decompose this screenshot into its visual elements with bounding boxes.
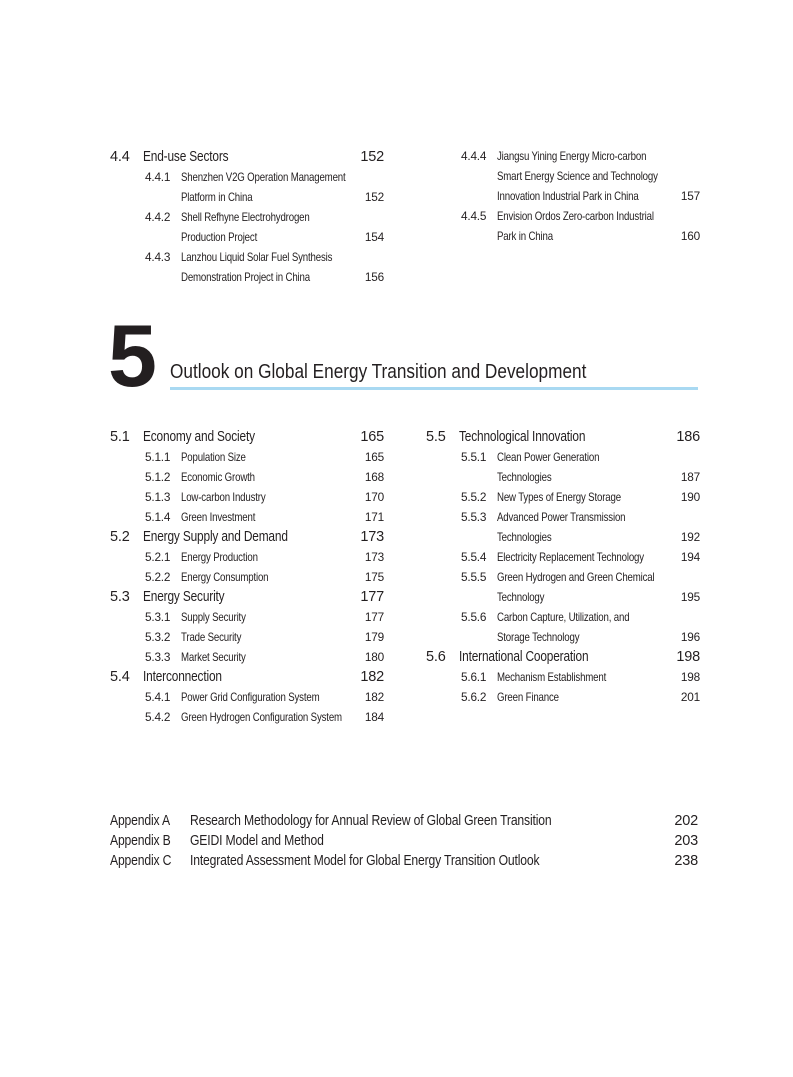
toc-entry-continuation[interactable] bbox=[426, 527, 716, 547]
toc-entry-continuation[interactable] bbox=[426, 467, 716, 487]
entry-number: 5.1.2 bbox=[145, 470, 171, 484]
entry-number: 4.4.2 bbox=[145, 210, 171, 224]
toc-section-entry[interactable] bbox=[110, 667, 400, 687]
entry-title: International Cooperation bbox=[459, 649, 589, 665]
entry-page: 201 bbox=[680, 690, 700, 704]
entry-number: 5.2.1 bbox=[145, 550, 171, 564]
toc-section-entry[interactable] bbox=[110, 587, 400, 607]
entry-title: Electricity Replacement Technology bbox=[497, 550, 644, 564]
entry-page: 179 bbox=[364, 630, 384, 644]
toc-subsection-entry[interactable] bbox=[110, 707, 400, 727]
appendix-c[interactable] bbox=[110, 851, 698, 871]
entry-title: Park in China bbox=[497, 229, 553, 243]
toc-subsection-entry[interactable] bbox=[110, 207, 400, 227]
entry-page: 190 bbox=[680, 490, 700, 504]
appendix-page: 203 bbox=[674, 833, 698, 849]
toc-subsection-entry[interactable] bbox=[426, 687, 716, 707]
entry-title: Low-carbon Industry bbox=[181, 490, 266, 504]
entry-number: 5.5.5 bbox=[461, 570, 487, 584]
entry-title: Shell Refhyne Electrohydrogen bbox=[181, 210, 310, 224]
chapter-title: Outlook on Global Energy Transition and Development bbox=[170, 360, 587, 383]
entry-title: Economic Growth bbox=[181, 470, 255, 484]
entry-title: Envision Ordos Zero-carbon Industrial bbox=[497, 209, 654, 223]
entry-number: 5.4.2 bbox=[145, 710, 171, 724]
entry-title: Mechanism Establishment bbox=[497, 670, 607, 684]
entry-number: 5.3 bbox=[110, 589, 130, 605]
entry-title: Shenzhen V2G Operation Management bbox=[181, 170, 346, 184]
entry-title: Technologies bbox=[497, 470, 552, 484]
entry-title: Supply Security bbox=[181, 610, 246, 624]
entry-title: Economy and Society bbox=[143, 429, 255, 445]
toc-subsection-entry[interactable] bbox=[110, 607, 400, 627]
toc-subsection-entry[interactable] bbox=[110, 647, 400, 667]
toc-subsection-entry[interactable] bbox=[426, 206, 716, 226]
toc-entry-continuation[interactable] bbox=[426, 166, 716, 186]
entry-number: 5.5.3 bbox=[461, 510, 487, 524]
toc-section-entry[interactable] bbox=[110, 527, 400, 547]
entry-page: 156 bbox=[364, 270, 384, 284]
entry-page: 195 bbox=[680, 590, 700, 604]
toc-subsection-entry[interactable] bbox=[110, 167, 400, 187]
entry-title: Advanced Power Transmission bbox=[497, 510, 626, 524]
entry-title: Energy Security bbox=[143, 589, 225, 605]
entry-number: 5.2 bbox=[110, 529, 130, 545]
appendix-b[interactable] bbox=[110, 831, 698, 851]
entry-title: Market Security bbox=[181, 650, 246, 664]
entry-number: 5.1.4 bbox=[145, 510, 171, 524]
appendix-title: Research Methodology for Annual Review of Global Green Transition bbox=[190, 813, 552, 829]
entry-title: Jiangsu Yining Energy Micro-carbon bbox=[497, 149, 647, 163]
appendix-title: GEIDI Model and Method bbox=[190, 833, 324, 849]
entry-page: 152 bbox=[364, 190, 384, 204]
entry-page: 173 bbox=[360, 529, 384, 545]
entry-title: Interconnection bbox=[143, 669, 222, 685]
toc-entry-continuation[interactable] bbox=[110, 227, 400, 247]
entry-number: 5.2.2 bbox=[145, 570, 171, 584]
entry-title: Platform in China bbox=[181, 190, 253, 204]
toc-subsection-entry[interactable] bbox=[426, 667, 716, 687]
entry-page: 171 bbox=[364, 510, 384, 524]
toc-subsection-entry[interactable] bbox=[110, 627, 400, 647]
entry-number: 5.6 bbox=[426, 649, 446, 665]
entry-page: 196 bbox=[680, 630, 700, 644]
entry-page: 157 bbox=[680, 189, 700, 203]
entry-page: 182 bbox=[364, 690, 384, 704]
entry-title: Clean Power Generation bbox=[497, 450, 600, 464]
chapter-number: 5 bbox=[108, 306, 155, 405]
entry-title: Population Size bbox=[181, 450, 246, 464]
toc-entry-continuation[interactable] bbox=[426, 627, 716, 647]
toc-section-entry[interactable] bbox=[110, 147, 400, 167]
entry-number: 5.5 bbox=[426, 429, 446, 445]
toc-subsection-entry[interactable] bbox=[426, 567, 716, 587]
toc-subsection-entry[interactable] bbox=[426, 507, 716, 527]
entry-title: Production Project bbox=[181, 230, 258, 244]
entry-number: 5.1.3 bbox=[145, 490, 171, 504]
entry-title: End-use Sectors bbox=[143, 149, 229, 165]
entry-title: Green Investment bbox=[181, 510, 256, 524]
toc-subsection-entry[interactable] bbox=[110, 247, 400, 267]
entry-page: 194 bbox=[680, 550, 700, 564]
entry-title: Technology bbox=[497, 590, 545, 604]
entry-number: 5.6.1 bbox=[461, 670, 487, 684]
entry-page: 180 bbox=[364, 650, 384, 664]
chapter-title-underline bbox=[170, 387, 698, 390]
appendix-label: Appendix A bbox=[110, 813, 170, 829]
entry-page: 173 bbox=[364, 550, 384, 564]
appendix-page: 238 bbox=[674, 853, 698, 869]
toc-subsection-entry[interactable] bbox=[426, 146, 716, 166]
entry-title: Smart Energy Science and Technology bbox=[497, 169, 658, 183]
entry-page: 177 bbox=[364, 610, 384, 624]
toc-subsection-entry[interactable] bbox=[426, 547, 716, 567]
entry-number: 5.4.1 bbox=[145, 690, 171, 704]
entry-title: Technological Innovation bbox=[459, 429, 586, 445]
entry-title: Green Hydrogen Configuration System bbox=[181, 710, 342, 724]
entry-page: 165 bbox=[364, 450, 384, 464]
entry-number: 5.5.1 bbox=[461, 450, 487, 464]
entry-title: New Types of Energy Storage bbox=[497, 490, 621, 504]
entry-page: 198 bbox=[680, 670, 700, 684]
appendix-a[interactable] bbox=[110, 811, 698, 831]
entry-page: 198 bbox=[676, 649, 700, 665]
toc-subsection-entry[interactable] bbox=[426, 487, 716, 507]
toc-entry-continuation[interactable] bbox=[426, 587, 716, 607]
entry-number: 5.5.2 bbox=[461, 490, 487, 504]
entry-page: 177 bbox=[360, 589, 384, 605]
entry-page: 160 bbox=[680, 229, 700, 243]
toc-subsection-entry[interactable] bbox=[110, 567, 400, 587]
entry-page: 165 bbox=[360, 429, 384, 445]
entry-title: Green Hydrogen and Green Chemical bbox=[497, 570, 655, 584]
appendix-page: 202 bbox=[674, 813, 698, 829]
toc-subsection-entry[interactable] bbox=[110, 547, 400, 567]
entry-page: 182 bbox=[360, 669, 384, 685]
toc-entry-continuation[interactable] bbox=[110, 187, 400, 207]
entry-page: 192 bbox=[680, 530, 700, 544]
entry-number: 5.5.6 bbox=[461, 610, 487, 624]
appendix-title: Integrated Assessment Model for Global Energy Transition Outlook bbox=[190, 853, 540, 869]
toc-subsection-entry[interactable] bbox=[426, 607, 716, 627]
entry-number: 4.4.4 bbox=[461, 149, 487, 163]
entry-page: 154 bbox=[364, 230, 384, 244]
entry-number: 5.3.2 bbox=[145, 630, 171, 644]
entry-title: Storage Technology bbox=[497, 630, 580, 644]
entry-number: 5.5.4 bbox=[461, 550, 487, 564]
entry-number: 4.4.1 bbox=[145, 170, 171, 184]
entry-page: 187 bbox=[680, 470, 700, 484]
toc-section-entry[interactable] bbox=[426, 647, 716, 667]
entry-page: 152 bbox=[360, 149, 384, 165]
entry-title: Innovation Industrial Park in China bbox=[497, 189, 639, 203]
entry-page: 168 bbox=[364, 470, 384, 484]
entry-title: Green Finance bbox=[497, 690, 559, 704]
entry-title: Lanzhou Liquid Solar Fuel Synthesis bbox=[181, 250, 333, 264]
entry-title: Trade Security bbox=[181, 630, 242, 644]
entry-title: Technologies bbox=[497, 530, 552, 544]
toc-subsection-entry[interactable] bbox=[110, 507, 400, 527]
entry-page: 170 bbox=[364, 490, 384, 504]
toc-subsection-entry[interactable] bbox=[426, 447, 716, 467]
entry-number: 4.4.5 bbox=[461, 209, 487, 223]
entry-page: 175 bbox=[364, 570, 384, 584]
entry-page: 184 bbox=[364, 710, 384, 724]
entry-number: 4.4.3 bbox=[145, 250, 171, 264]
toc-section-entry[interactable] bbox=[110, 427, 400, 447]
toc-entry-continuation[interactable] bbox=[426, 226, 716, 246]
toc-subsection-entry[interactable] bbox=[110, 487, 400, 507]
toc-subsection-entry[interactable] bbox=[110, 467, 400, 487]
entry-number: 5.3.1 bbox=[145, 610, 171, 624]
appendix-label: Appendix C bbox=[110, 853, 172, 869]
entry-title: Carbon Capture, Utilization, and bbox=[497, 610, 630, 624]
entry-page: 186 bbox=[676, 429, 700, 445]
entry-number: 4.4 bbox=[110, 149, 130, 165]
entry-number: 5.4 bbox=[110, 669, 130, 685]
entry-title: Energy Consumption bbox=[181, 570, 269, 584]
entry-number: 5.1.1 bbox=[145, 450, 171, 464]
toc-section-entry[interactable] bbox=[426, 427, 716, 447]
entry-title: Demonstration Project in China bbox=[181, 270, 310, 284]
toc-entry-continuation[interactable] bbox=[426, 186, 716, 206]
toc-subsection-entry[interactable] bbox=[110, 447, 400, 467]
appendix-label: Appendix B bbox=[110, 833, 171, 849]
toc-entry-continuation[interactable] bbox=[110, 267, 400, 287]
entry-number: 5.3.3 bbox=[145, 650, 171, 664]
entry-title: Energy Supply and Demand bbox=[143, 529, 288, 545]
entry-title: Energy Production bbox=[181, 550, 258, 564]
toc-subsection-entry[interactable] bbox=[110, 687, 400, 707]
entry-number: 5.6.2 bbox=[461, 690, 487, 704]
entry-number: 5.1 bbox=[110, 429, 130, 445]
entry-title: Power Grid Configuration System bbox=[181, 690, 320, 704]
